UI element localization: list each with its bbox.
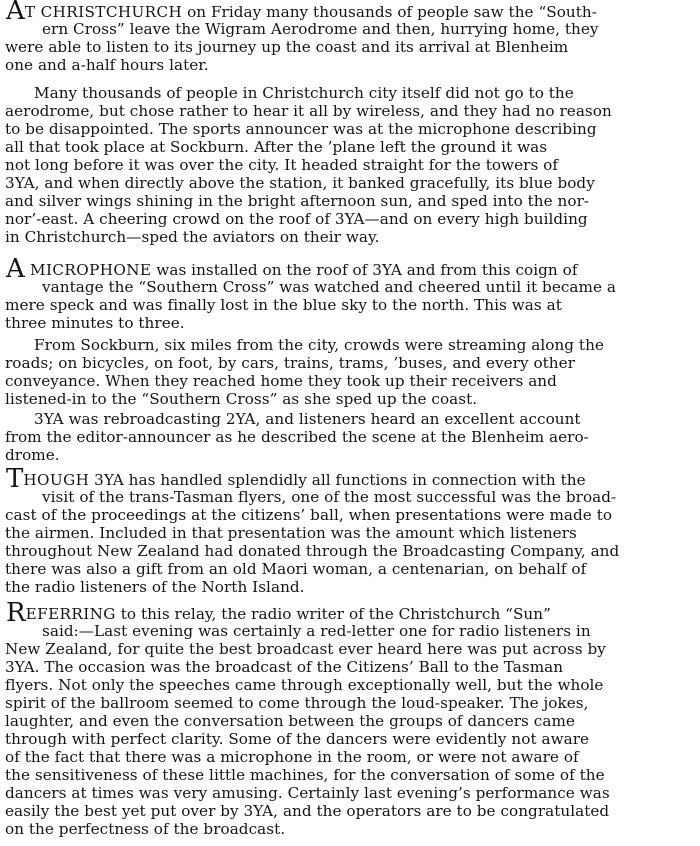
- line: vantage the “Southern Cross” was watched and cheered until it became a: [42, 278, 616, 296]
- line-text: on Friday many thousands of people saw the “South-: [182, 3, 597, 21]
- line: were able to listen to its journey up the coast and its arrival at Blenheim: [5, 38, 569, 56]
- drop-cap: R: [6, 598, 26, 628]
- line: the sensitiveness of these little machines, for the conversation of some of the: [5, 766, 605, 784]
- line: and silver wings shining in the bright afternoon sun, and sped into the nor-: [5, 192, 590, 210]
- line: dancers at times was very amusing. Certainly last evening’s performance was: [5, 784, 610, 802]
- lead-in: EFERRING: [25, 605, 116, 623]
- line: nor’-east. A cheering crowd on the roof of 3YA—and on every high building: [5, 210, 588, 228]
- line: [6, 464, 586, 494]
- line: easily the best yet put over by 3YA, and the operators are to be congratulated: [5, 802, 610, 820]
- line: the airmen. Included in that presentation was the amount which listeners: [5, 524, 577, 542]
- line-text: to this relay, the radio writer of the Christchurch “Sun”: [115, 605, 551, 623]
- line: said:—Last evening was certainly a red-letter one for radio listeners in: [42, 622, 591, 640]
- line: aerodrome, but chose rather to hear it all by wireless, and they had no reason: [5, 102, 612, 120]
- line: to be disappointed. The sports announcer was at the microphone describing: [5, 120, 597, 138]
- drop-cap: A: [6, 254, 25, 284]
- line: all that took place at Sockburn. After the ’plane left the ground it was: [5, 138, 548, 156]
- line: flyers. Not only the speeches came through exceptionally well, but the whole: [5, 676, 604, 694]
- line: 3YA was rebroadcasting 2YA, and listeners heard an excellent account: [34, 410, 581, 428]
- drop-cap: A: [6, 0, 25, 26]
- line: 3YA. The occasion was the broadcast of the Citizens’ Ball to the Tasman: [5, 658, 564, 676]
- line: laughter, and even the conversation between the groups of dancers came: [5, 712, 575, 730]
- line: of the fact that there was a microphone in the room, or were not aware of: [5, 748, 579, 766]
- line: New Zealand, for quite the best broadcast ever heard here was put across by: [5, 640, 606, 658]
- line: from the editor-announcer as he described the scene at the Blenheim aero-: [5, 428, 589, 446]
- line: [6, 0, 597, 26]
- line: in Christchurch—sped the aviators on their way.: [5, 228, 380, 246]
- lead-in: T CHRISTCHURCH: [24, 3, 183, 21]
- line: ern Cross” leave the Wigram Aerodrome and then, hurrying home, they: [42, 20, 599, 38]
- line: cast of the proceedings at the citizens’ ball, when presentations were made to: [5, 506, 613, 524]
- line: mere speck and was finally lost in the blue sky to the north. This was at: [5, 296, 562, 314]
- line: visit of the trans-Tasman flyers, one of the most successful was the broad-: [42, 488, 617, 506]
- line-text: 3YA has handled splendidly all functions in connection with the: [89, 471, 586, 489]
- line-text: was installed on the roof of 3YA and from this coign of: [151, 261, 578, 279]
- line: [6, 598, 551, 628]
- line: 3YA, and when directly above the station, it banked gracefully, its blue body: [5, 174, 595, 192]
- line: the radio listeners of the North Island.: [5, 578, 305, 596]
- lead-in: HOUGH: [23, 471, 90, 489]
- line: [6, 254, 578, 284]
- line: on the perfectness of the broadcast.: [5, 820, 286, 838]
- line: throughout New Zealand had donated through the Broadcasting Company, and: [5, 542, 620, 560]
- lead-in: MICROPHONE: [24, 261, 152, 279]
- line: From Sockburn, six miles from the city, crowds were streaming along the: [34, 336, 604, 354]
- line: three minutes to three.: [5, 314, 185, 332]
- line: spirit of the ballroom seemed to come through the loud-speaker. The jokes,: [5, 694, 589, 712]
- drop-cap: T: [6, 464, 24, 494]
- line: Many thousands of people in Christchurch city itself did not go to the: [34, 84, 574, 102]
- line: there was also a gift from an old Maori woman, a centenarian, on behalf of: [5, 560, 587, 578]
- line: roads; on bicycles, on foot, by cars, trains, trams, ’buses, and every other: [5, 354, 575, 372]
- line: through with perfect clarity. Some of the dancers were evidently not aware: [5, 730, 590, 748]
- line: conveyance. When they reached home they took up their receivers and: [5, 372, 557, 390]
- line: listened-in to the “Southern Cross” as she sped up the coast.: [5, 390, 478, 408]
- line: not long before it was over the city. It headed straight for the towers of: [5, 156, 559, 174]
- line: one and a-half hours later.: [5, 56, 209, 74]
- line: drome.: [5, 446, 60, 464]
